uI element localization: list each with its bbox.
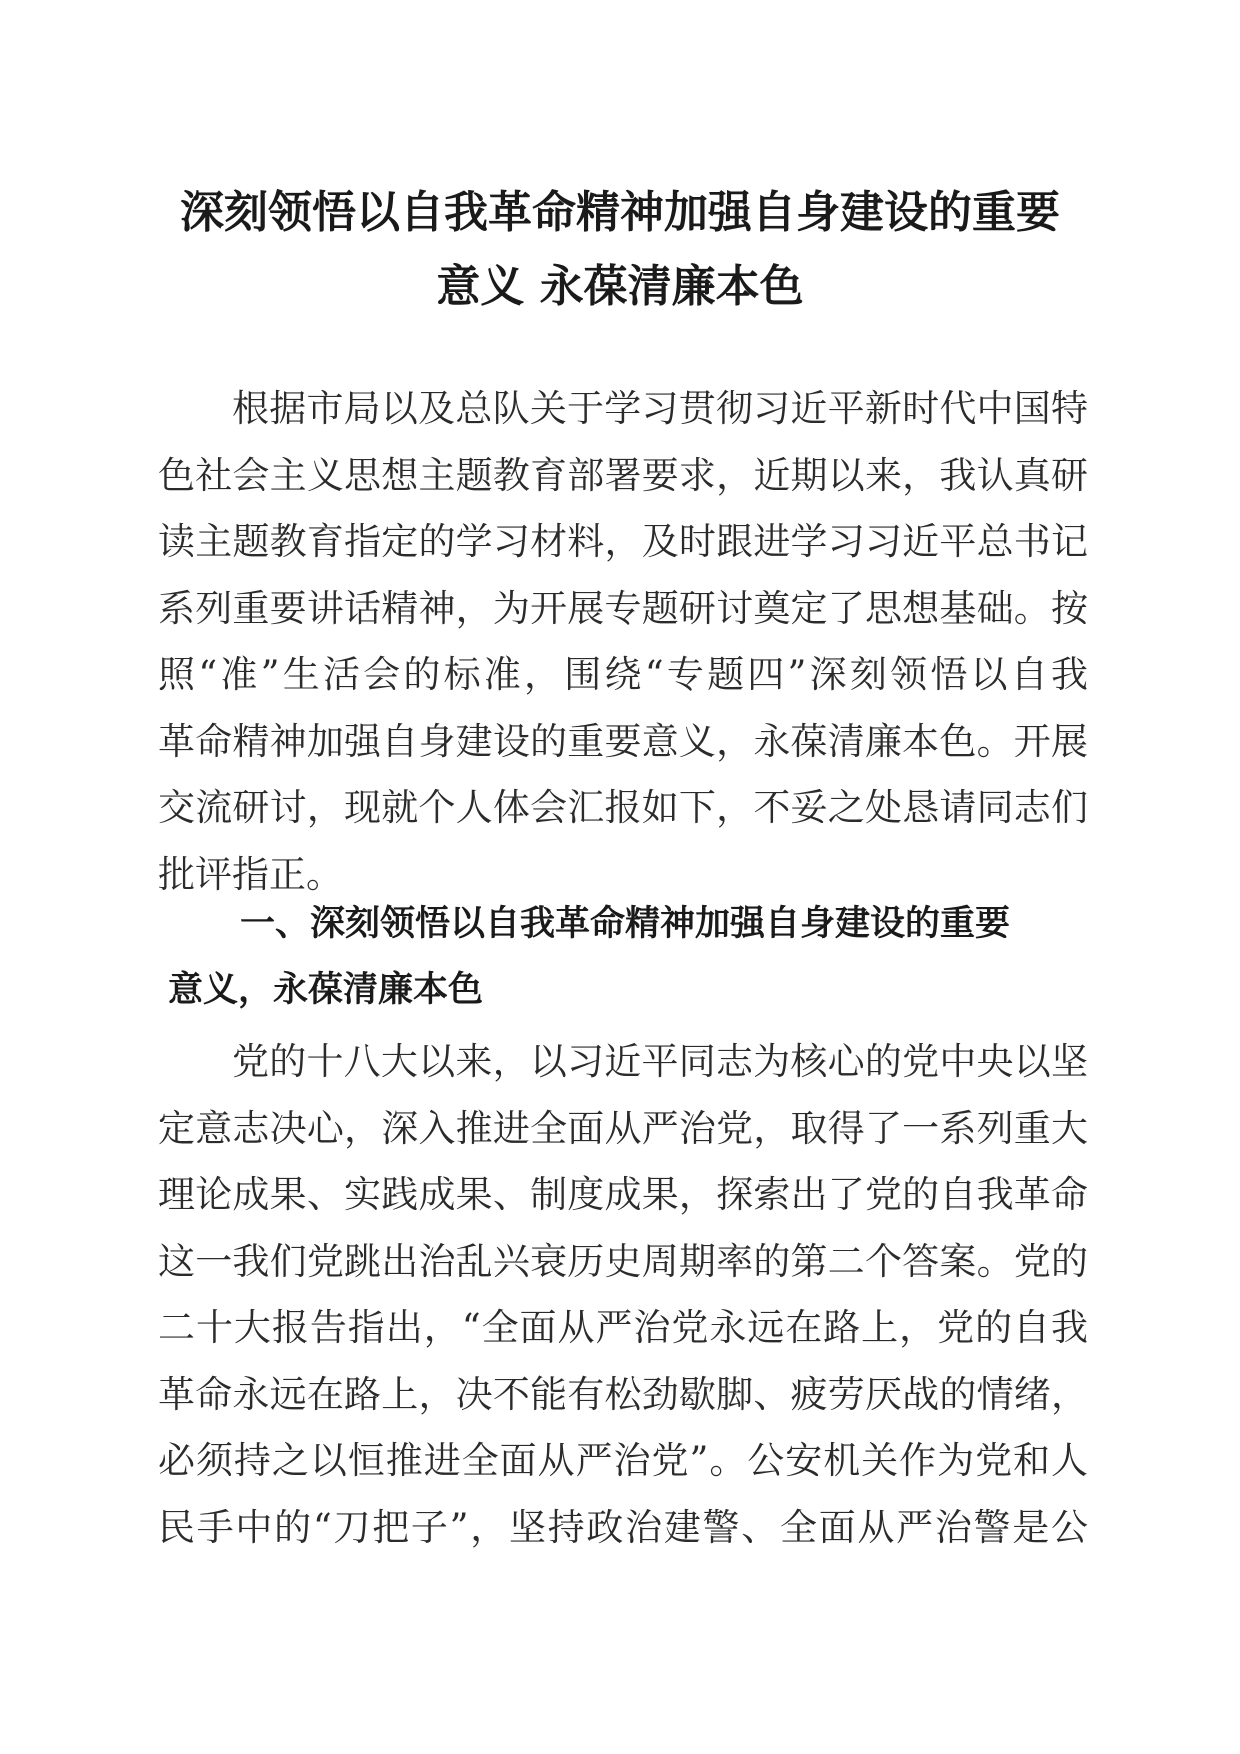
text-line: 必须持之以恒推进全面从严治党”。公安机关作为党和人 — [158, 1439, 1088, 1482]
text-line: 定意志决心，深入推进全面从严治党，取得了一系列重大 — [158, 1106, 1088, 1150]
text-line: 系列重要讲话精神，为开展专题研讨奠定了思想基础。按 — [158, 586, 1088, 630]
text-line: 照“准”生活会的标准，围绕“专题四”深刻领悟以自我 — [158, 653, 1088, 696]
text-line: 交流研讨，现就个人体会汇报如下，不妥之处恳请同志们 — [158, 786, 1088, 829]
text-line: 根据市局以及总队关于学习贯彻习近平新时代中国特 — [232, 387, 1088, 430]
body-paragraph — [158, 1029, 1088, 1561]
text-line: 民手中的“刀把子”，坚持政治建警、全面从严治警是公 — [158, 1505, 1088, 1549]
heading-line-2: 意义，永葆清廉本色 — [168, 970, 484, 1010]
text-line: 读主题教育指定的学习材料，及时跟进学习习近平总书记 — [158, 520, 1088, 563]
section-heading — [158, 891, 1088, 1023]
text-line: 二十大报告指出，“全面从严治党永远在路上，党的自我 — [158, 1306, 1088, 1349]
title-line-2: 意义 永葆清廉本色 — [436, 261, 804, 312]
text-line: 革命永远在路上，决不能有松劲歇脚、疲劳厌战的情绪， — [158, 1372, 1088, 1416]
text-line: 党的十八大以来，以习近平同志为核心的党中央以坚 — [232, 1040, 1088, 1083]
document-title — [150, 176, 1090, 324]
text-line: 批评指正。 — [158, 852, 343, 896]
title-line-1: 深刻领悟以自我革命精神加强自身建设的重要 — [180, 187, 1060, 238]
text-line: 理论成果、实践成果、制度成果，探索出了党的自我革命 — [158, 1173, 1088, 1216]
heading-line-1: 一、深刻领悟以自我革命精神加强自身建设的重要 — [240, 904, 1011, 944]
intro-paragraph — [158, 376, 1088, 908]
text-line: 革命精神加强自身建设的重要意义，永葆清廉本色。开展 — [158, 719, 1088, 763]
text-line: 这一我们党跳出治乱兴衰历史周期率的第二个答案。党的 — [158, 1239, 1088, 1283]
text-line: 色社会主义思想主题教育部署要求，近期以来，我认真研 — [158, 453, 1088, 497]
